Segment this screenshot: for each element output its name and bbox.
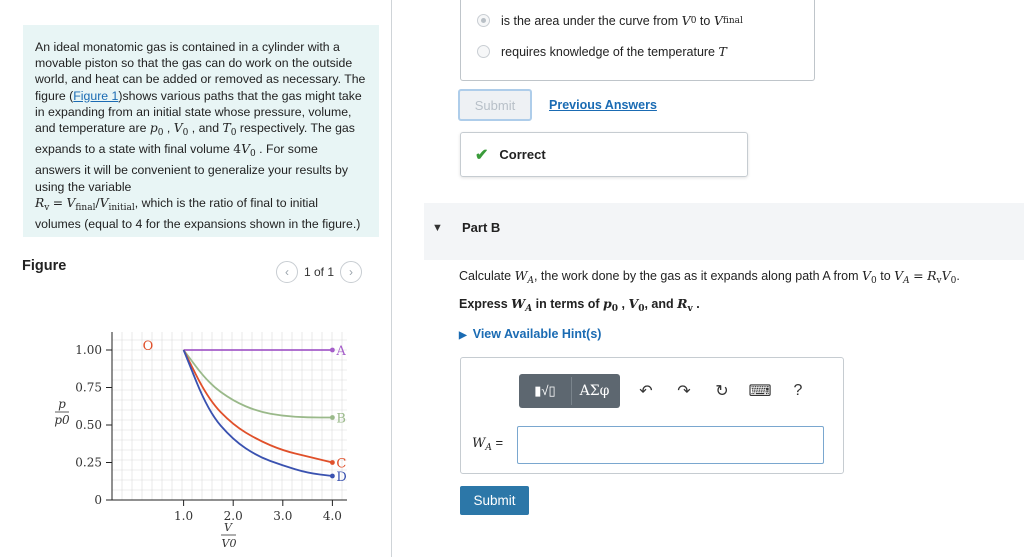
problem-statement: An ideal monatomic gas is contained in a cylinder with a movable piston so that the gas can do work on the outside world, and heat can be added or removed as necessary. The figure (Figure 1)shows various paths that the gas might take in expanding from an initial state whose pressure, volume, and temperature are $p_0$ , $V_0$ , and $T_0$ respectively. The gas expands to a state with final volume $4V_0$ . For some answers it will be convenient to generalize your results by using the variable $R_v = V_{final}/V_{initial}$, which is the ratio of final to initial volumes (equal to 4 for the expansions shown in the figure.) [23, 25, 379, 237]
answer-input[interactable] [517, 426, 824, 464]
y-tick-label: 0 [94, 493, 102, 507]
x-axis-label-numerator: V [224, 521, 232, 534]
keyboard-icon[interactable]: ⌨ [748, 383, 772, 400]
series-label-b: B [336, 411, 346, 427]
express-instruction: Express $W_A$ in terms of $p_0$ , $V_0$, and $R_v$ . [459, 296, 700, 314]
figure-pager [276, 261, 362, 283]
answer-label: $W_A$ = [472, 435, 504, 453]
figure-title: Figure [22, 258, 67, 274]
series-label-c: C [336, 456, 347, 472]
part-a-options [460, 0, 815, 81]
series-end-point-c [330, 460, 335, 465]
radio-button[interactable] [477, 14, 490, 27]
pager-text: 1 of 1 [304, 265, 335, 279]
x-tick-label: 2.0 [223, 509, 243, 523]
problem-panel [0, 0, 392, 557]
help-icon[interactable]: ? [793, 382, 803, 399]
correct-feedback: ✔ Correct [460, 132, 748, 177]
y-tick-label: 0.50 [75, 418, 102, 432]
redo-icon[interactable]: ↷ [677, 383, 691, 400]
math-toolbar [519, 374, 810, 408]
part-b-header[interactable] [424, 203, 1024, 260]
undo-icon[interactable]: ↶ [639, 383, 653, 400]
series-label-d: D [336, 470, 347, 485]
checkmark-icon: ✔ [475, 146, 489, 164]
reset-icon[interactable]: ↻ [715, 383, 729, 400]
y-axis-label-denominator: p0 [54, 413, 70, 427]
radio-button[interactable] [477, 45, 490, 58]
origin-label: O [142, 339, 154, 354]
x-tick-label: 3.0 [273, 509, 293, 523]
caret-right-icon: ▶ [459, 330, 467, 341]
figure-link[interactable]: Figure 1 [73, 88, 119, 103]
greek-symbols-button[interactable]: ΑΣφ [571, 377, 617, 405]
y-tick-label: 0.75 [75, 380, 102, 395]
part-a-submit-button[interactable]: Submit [458, 89, 532, 121]
part-b-submit-button[interactable]: Submit [460, 486, 529, 515]
x-tick-label: 1.0 [174, 509, 194, 523]
option-requires-temperature[interactable]: requires knowledge of the temperature T [477, 44, 727, 59]
answer-editor [460, 357, 844, 474]
view-hints-link[interactable]: ▶ View Available Hint(s) [459, 327, 602, 341]
x-tick-label: 4.0 [322, 509, 342, 523]
option-area-under-curve[interactable]: is the area under the curve from V 0 to V final [477, 13, 743, 28]
series-end-point-d [330, 474, 335, 479]
part-b-title: Part B [462, 220, 501, 235]
series-line-c [184, 350, 333, 463]
y-tick-label: 0.25 [75, 455, 102, 470]
chevron-right-icon[interactable]: › [340, 261, 362, 283]
part-b-question: Calculate $W_A$, the work done by the gas as it expands along path A from $V_0$ to $V_A = R_vV_0$. [459, 268, 960, 286]
previous-answers-link[interactable]: Previous Answers [549, 98, 657, 112]
series-end-point-a [330, 348, 335, 353]
x-axis-label-denominator: V0 [221, 537, 237, 550]
y-axis-label-numerator: p [58, 397, 66, 411]
chevron-left-icon[interactable]: ‹ [276, 261, 298, 283]
series-end-point-b [330, 415, 335, 420]
y-tick-label: 1.00 [75, 343, 102, 357]
pv-chart [40, 328, 347, 553]
templates-sqrt-icon[interactable]: ▮√▯ [522, 377, 568, 405]
series-label-a: A [336, 344, 346, 359]
caret-down-icon[interactable]: ▼ [432, 222, 443, 234]
